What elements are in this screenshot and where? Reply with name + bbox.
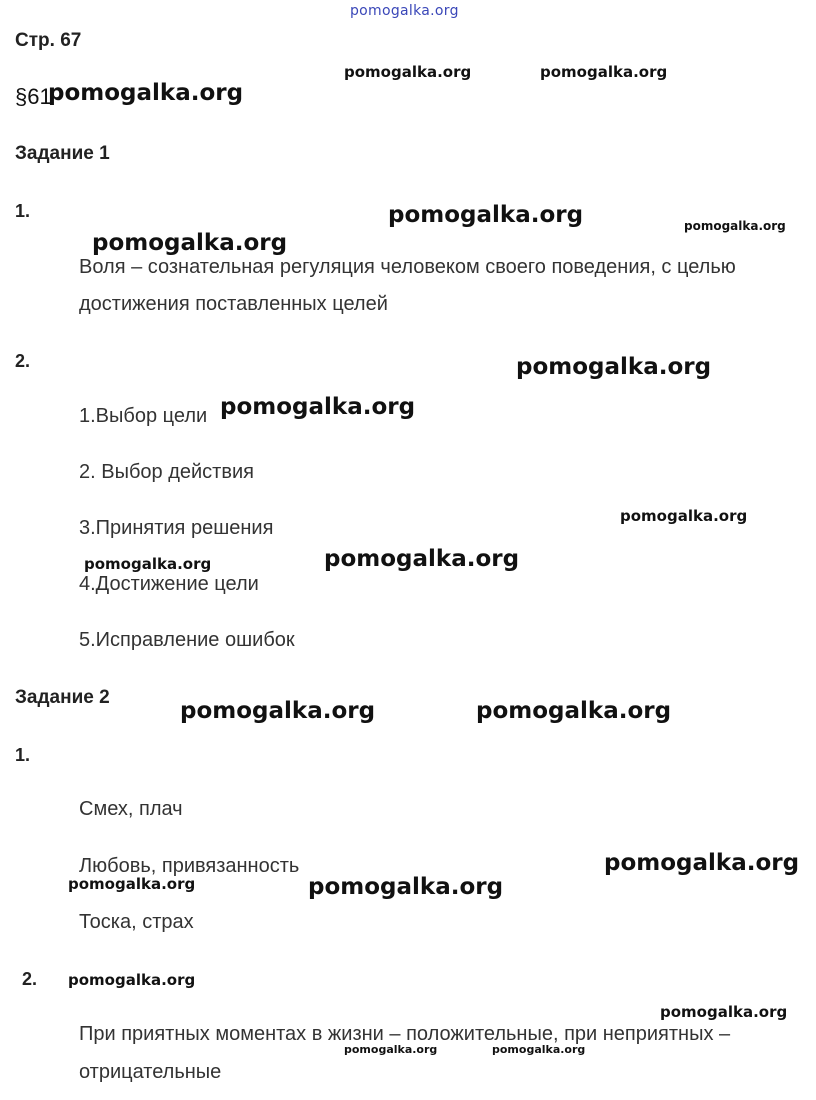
watermark: pomogalka.org [388, 202, 584, 228]
task1-q1-number: 1. [15, 201, 31, 221]
watermark: pomogalka.org [344, 1043, 438, 1056]
emotion-item: Тоска, страх [79, 911, 194, 933]
watermark: pomogalka.org [180, 698, 376, 724]
task1-q1-text-line2: достижения поставленных целей [79, 293, 388, 315]
task1-q1-text-line1: Воля – сознательная регуляция человеком своего поведения, с целью [79, 256, 736, 278]
top-watermark: pomogalka.org [350, 3, 459, 19]
section-watermark: pomogalka.org [48, 80, 244, 106]
task2-q2-text-line2: отрицательные [79, 1061, 222, 1083]
step-item: 2. Выбор действия [79, 461, 254, 483]
watermark: pomogalka.org [344, 63, 472, 81]
watermark: pomogalka.org [68, 971, 196, 989]
watermark: pomogalka.org [492, 1043, 586, 1056]
page-label: Стр. 67 [15, 30, 82, 51]
watermark: pomogalka.org [476, 698, 672, 724]
step-item: 5.Исправление ошибок [79, 629, 295, 651]
watermark: pomogalka.org [324, 546, 520, 572]
emotion-item: Смех, плач [79, 798, 183, 820]
task1-q2-number: 2. [15, 351, 31, 371]
emotion-item: Любовь, привязанность [79, 855, 300, 877]
task2-q2-number: 2. [22, 969, 38, 989]
task1-title: Задание 1 [15, 143, 110, 164]
task2-q2-text-line1: При приятных моментах в жизни – положительные, при неприятных – [79, 1023, 731, 1045]
task2-q1-number: 1. [15, 745, 31, 765]
watermark: pomogalka.org [604, 850, 800, 876]
watermark: pomogalka.org [308, 874, 504, 900]
watermark: pomogalka.org [620, 507, 748, 525]
step-item: 4.Достижение цели [79, 573, 259, 595]
watermark: pomogalka.org [92, 230, 288, 256]
watermark: pomogalka.org [540, 63, 668, 81]
section-label: §61 [15, 84, 52, 109]
task2-title: Задание 2 [15, 687, 110, 708]
watermark: pomogalka.org [516, 354, 712, 380]
step-item: 3.Принятия решения [79, 517, 274, 539]
watermark: pomogalka.org [220, 394, 416, 420]
watermark: pomogalka.org [660, 1003, 788, 1021]
watermark: pomogalka.org [84, 555, 212, 573]
watermark: pomogalka.org [68, 875, 196, 893]
step-item: 1.Выбор цели [79, 405, 208, 427]
watermark: pomogalka.org [684, 219, 786, 233]
